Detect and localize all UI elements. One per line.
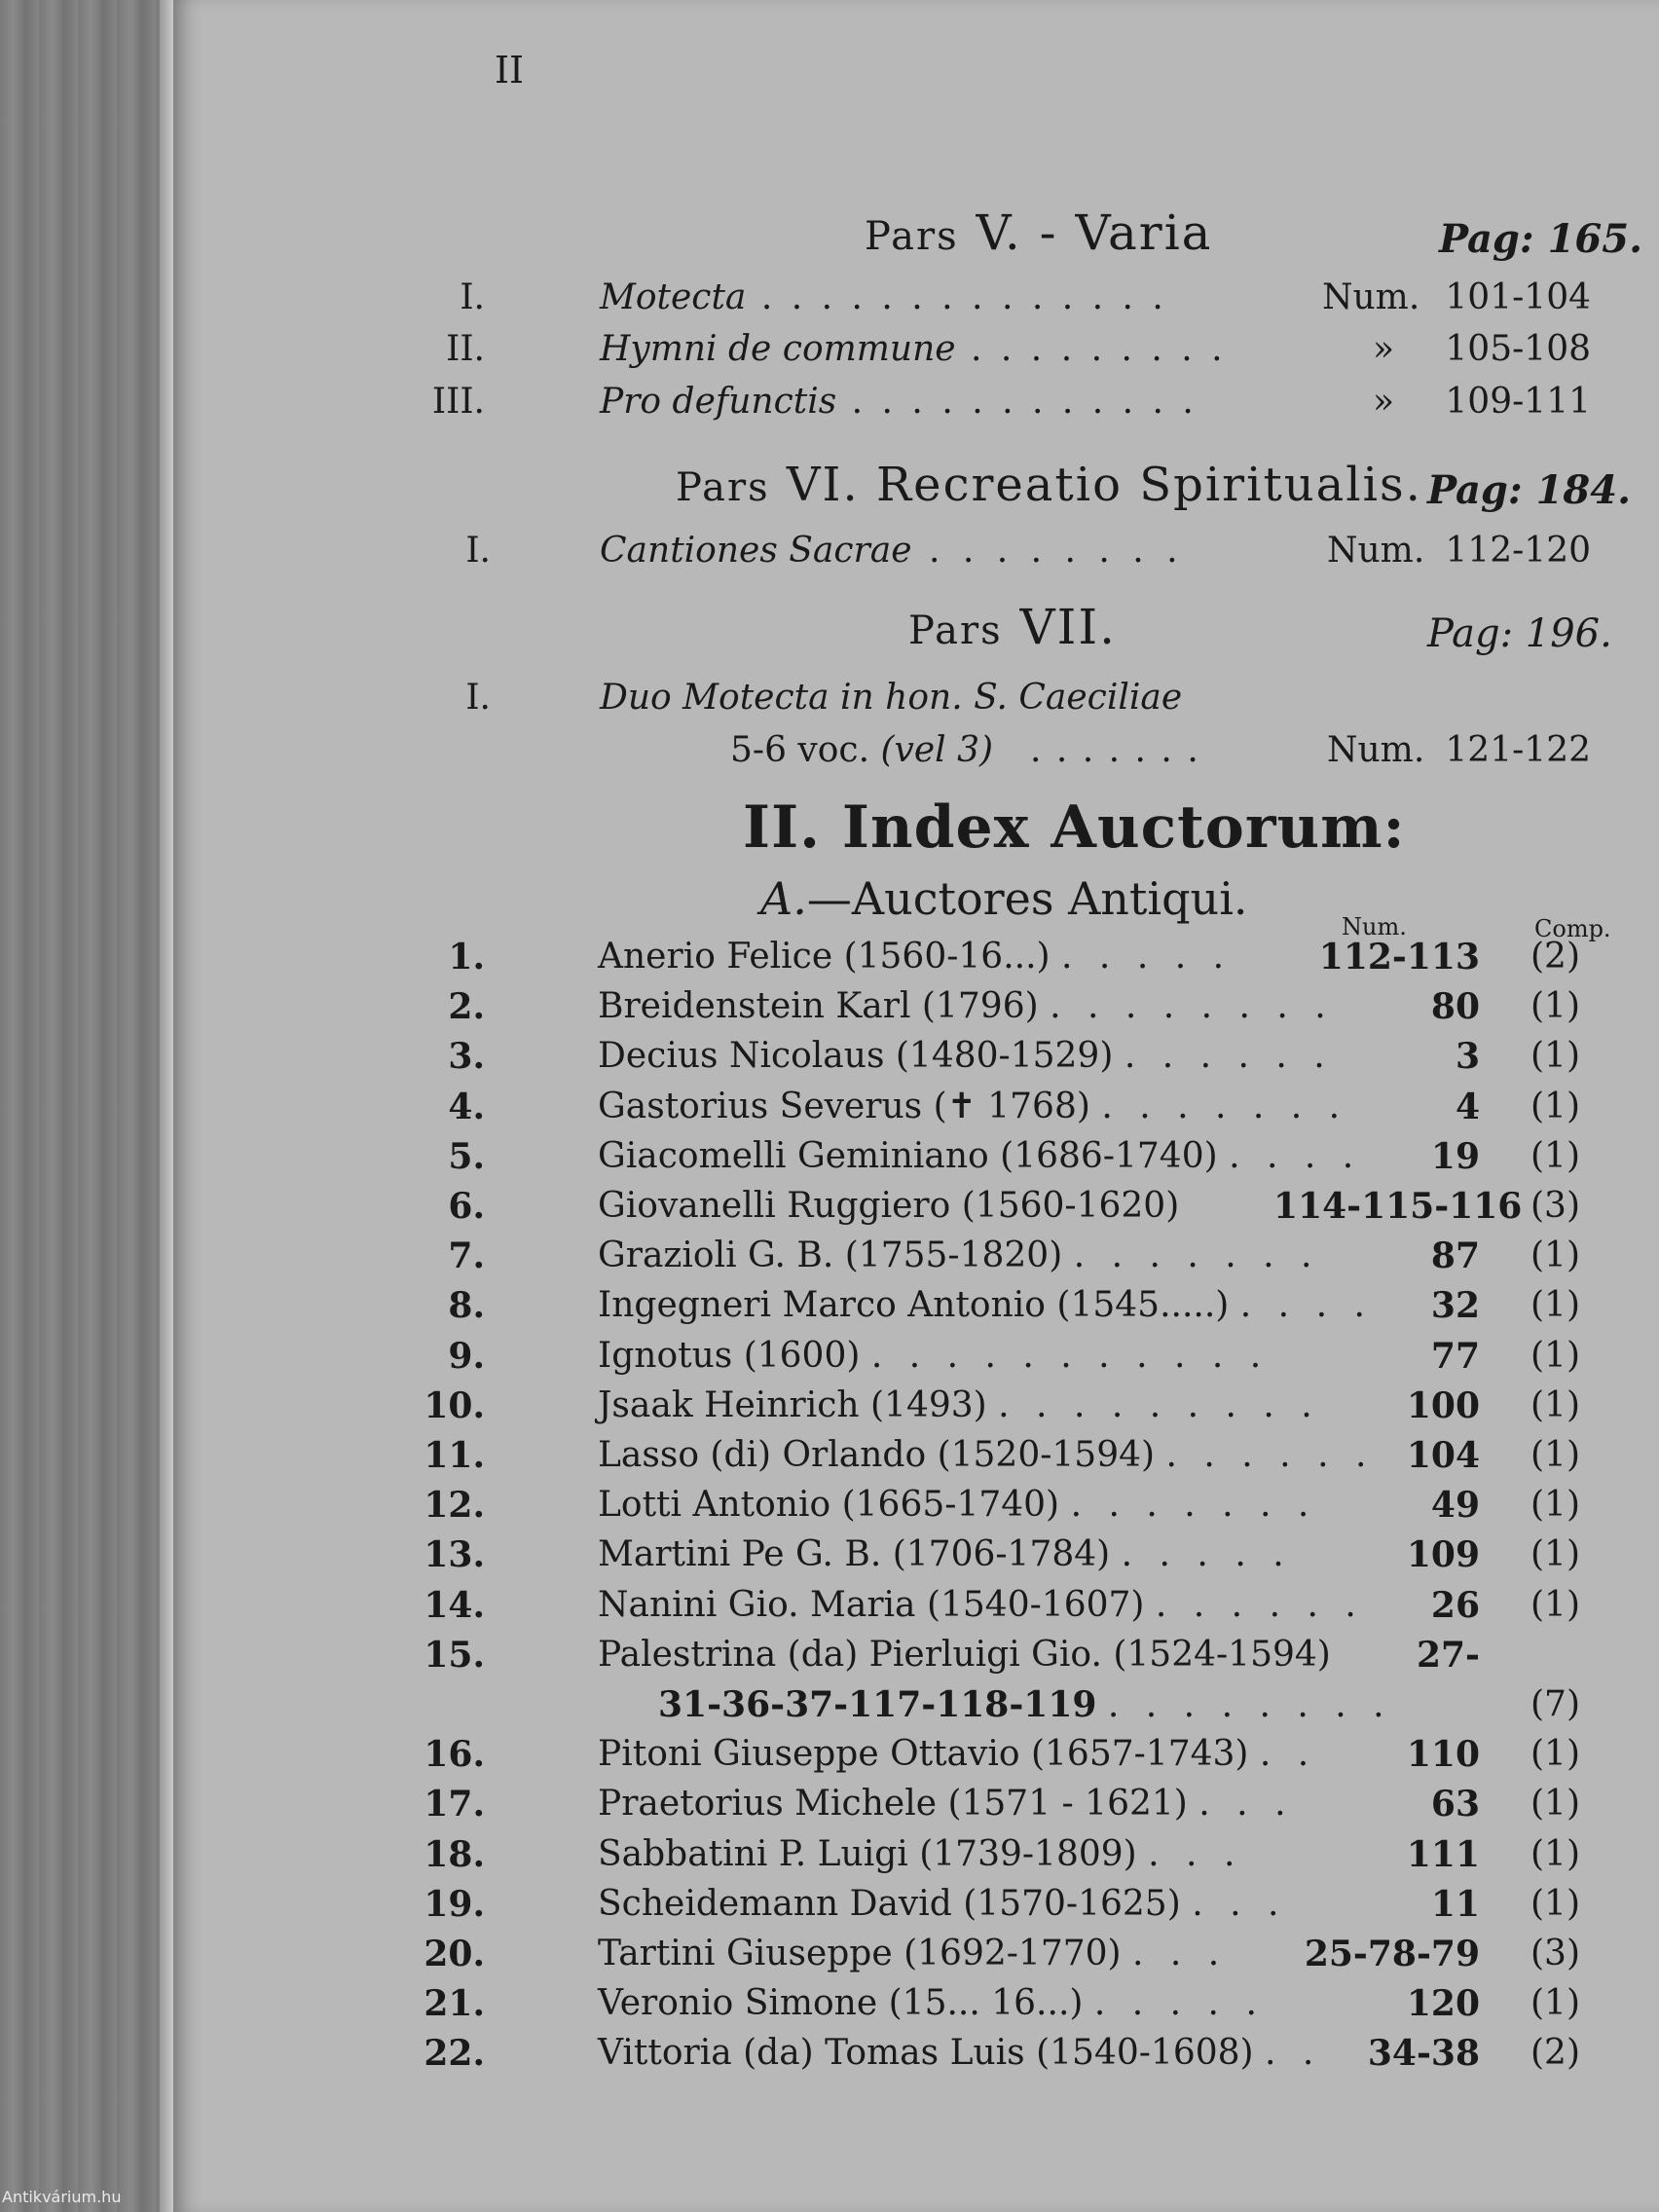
- pars7-nums: 121-122: [1445, 730, 1591, 770]
- author-name-text: Martini Pe G. B. (1706-1784): [598, 1534, 1111, 1574]
- author-index: 22.: [424, 2033, 485, 2074]
- author-name: [598, 1235, 1319, 1275]
- pars6-title-pars: Pars: [676, 465, 770, 510]
- author-name: [598, 1834, 1242, 1874]
- author-dots: . .: [1265, 2033, 1322, 2073]
- author-dots: . . . . . . .: [1070, 1485, 1317, 1525]
- author-name: [598, 1136, 1361, 1176]
- author-comp: (1): [1530, 1485, 1580, 1525]
- pars5-title: [865, 204, 1213, 261]
- author-name-text: Veronio Simone (15... 16...): [598, 1983, 1084, 2023]
- pars6-page: Pag: 184.: [1427, 467, 1632, 513]
- book-spine: [0, 0, 173, 2212]
- author-comp: (1): [1530, 986, 1580, 1026]
- pars5-title-rest: V. - Varia: [958, 204, 1213, 261]
- author-name-text: Palestrina (da) Pierluigi Gio. (1524-1594): [598, 1635, 1331, 1675]
- pars5-row-dots: . . . . . . . . . . . . . .: [746, 277, 1167, 317]
- author-name-text: Gastorius Severus (✝ 1768): [598, 1087, 1090, 1126]
- author-dots: . . . . .: [1061, 937, 1233, 977]
- author-num: 109: [1406, 1534, 1480, 1575]
- index-subheading: [760, 872, 1248, 925]
- author-name: [598, 1186, 1179, 1226]
- author-comp: (2): [1530, 937, 1580, 977]
- author-name-text: Decius Nicolaus (1480-1529): [598, 1036, 1114, 1076]
- pars5-row-title: [600, 382, 1198, 422]
- author-num: 100: [1406, 1385, 1480, 1426]
- author-index: 6.: [448, 1186, 485, 1227]
- pars5-row-nums: 109-111: [1445, 382, 1591, 422]
- author-name-text: Ignotus (1600): [598, 1336, 861, 1376]
- author-comp: (1): [1530, 1884, 1580, 1924]
- author-name: [598, 1336, 1269, 1376]
- pars7-title-line1: Duo Motecta in hon. S. Caeciliae: [600, 678, 1183, 718]
- author-comp: (1): [1530, 1834, 1580, 1874]
- author-name: [598, 1036, 1333, 1076]
- author-name-text: Grazioli G. B. (1755-1820): [598, 1235, 1063, 1275]
- pars6-row-title-text: Cantiones Sacrae: [600, 531, 912, 571]
- pars7-title-rest: VII.: [1002, 599, 1118, 655]
- index-subheading-letter: A.: [760, 872, 807, 925]
- author-num: 11: [1430, 1884, 1480, 1925]
- author-index: 18.: [424, 1834, 485, 1875]
- pars5-row-title-text: Pro defunctis: [600, 382, 837, 422]
- author-dots: . . . . . .: [1165, 1435, 1375, 1475]
- author-comp: (1): [1530, 1585, 1580, 1625]
- author-name: [598, 1435, 1374, 1475]
- author-dots: . . . .: [1229, 1136, 1362, 1176]
- pars7-title: [908, 599, 1117, 655]
- pars5-title-pars: Pars: [865, 214, 959, 259]
- author-index: 16.: [424, 1734, 485, 1775]
- author-num: 19: [1430, 1136, 1480, 1177]
- author-num: 34-38: [1367, 2033, 1480, 2074]
- author-comp: (7): [1530, 1684, 1580, 1724]
- index-heading: II. Index Auctorum:: [743, 793, 1406, 862]
- author-comp: (3): [1530, 1934, 1580, 1973]
- author-index: 12.: [424, 1485, 485, 1526]
- pars7-dots: . . . . . . .: [1030, 730, 1200, 770]
- author-index: 2.: [448, 986, 485, 1027]
- author-index: 7.: [448, 1235, 485, 1276]
- author-dots: . . . . .: [1093, 1983, 1265, 2023]
- index-subheading-text: —Auctores Antiqui.: [806, 872, 1248, 925]
- pars6-title-rest: VI. Recreatio Spiritualis.: [769, 458, 1422, 512]
- pars5-row-label: »: [1373, 382, 1395, 422]
- pars6-title: [676, 458, 1422, 512]
- author-dots: . . . .: [1239, 1285, 1373, 1325]
- author-index: 15.: [424, 1635, 485, 1676]
- pars5-row-dots: . . . . . . . . . . . .: [836, 382, 1198, 422]
- author-num: 3: [1455, 1036, 1480, 1077]
- author-name: [598, 986, 1334, 1026]
- author-index: 4.: [448, 1087, 485, 1127]
- author-comp: (2): [1530, 2033, 1580, 2073]
- author-index: 8.: [448, 1285, 485, 1326]
- author-num: 49: [1430, 1485, 1480, 1526]
- pars5-row-roman: II.: [446, 329, 485, 369]
- author-dots: . . .: [1132, 1934, 1228, 1973]
- author-comp: (1): [1530, 1534, 1580, 1574]
- author-index: 11.: [424, 1435, 485, 1476]
- pars7-voc-line: [730, 730, 993, 770]
- author-num: 114-115-116: [1273, 1186, 1523, 1227]
- author-dots: . . .: [1198, 1784, 1294, 1824]
- author-name-text: Lasso (di) Orlando (1520-1594): [598, 1435, 1156, 1475]
- author-num: 87: [1430, 1235, 1480, 1276]
- pars7-vel: (vel 3): [880, 730, 994, 770]
- author-name-text: Breidenstein Karl (1796): [598, 986, 1039, 1026]
- author-comp: (1): [1530, 1435, 1580, 1475]
- author-comp: (1): [1530, 1385, 1580, 1425]
- author-name-text: Pitoni Giuseppe Ottavio (1657-1743): [598, 1734, 1249, 1774]
- author-name-text: Lotti Antonio (1665-1740): [598, 1485, 1060, 1525]
- author-index: 1.: [448, 937, 485, 977]
- author-index: 21.: [424, 1983, 485, 2024]
- author-name-text: Vittoria (da) Tomas Luis (1540-1608): [598, 2033, 1254, 2073]
- pars5-row-nums: 101-104: [1445, 277, 1591, 317]
- author-dots: . . . . . . . . .: [998, 1385, 1320, 1425]
- author-num: 77: [1430, 1336, 1480, 1377]
- author-num: 27-: [1416, 1635, 1480, 1676]
- pars7-num-label: Num.: [1327, 730, 1425, 770]
- author-num: 104: [1406, 1435, 1480, 1476]
- pars6-row-nums: 112-120: [1445, 531, 1591, 571]
- author-dots: . . . . . .: [1124, 1036, 1333, 1076]
- pars7-voc: 5-6 voc.: [730, 730, 881, 770]
- author-name: [598, 1884, 1286, 1924]
- author-index: 17.: [424, 1784, 485, 1825]
- author-dots: . . .: [1148, 1834, 1243, 1874]
- pars5-row-title-text: Hymni de commune: [600, 329, 956, 369]
- author-dots: . . .: [1192, 1884, 1287, 1924]
- author-dots: . . . . .: [1121, 1534, 1292, 1574]
- author-name: [598, 1934, 1227, 1973]
- author-name-text: Giovanelli Ruggiero (1560-1620): [598, 1186, 1180, 1226]
- author-index: 19.: [424, 1884, 485, 1925]
- pars6-row-roman: I.: [465, 531, 491, 571]
- author-num: 32: [1430, 1285, 1480, 1326]
- author-comp: (1): [1530, 1734, 1580, 1774]
- author-dots: . . . . . . . .: [1107, 1685, 1392, 1725]
- author-name-text: Sabbatini P. Luigi (1739-1809): [598, 1834, 1137, 1874]
- author-name: [658, 1684, 1392, 1725]
- author-comp: (1): [1530, 1235, 1580, 1275]
- author-num: 111: [1406, 1834, 1480, 1875]
- author-name-text: Tartini Giuseppe (1692-1770): [598, 1934, 1122, 1973]
- pars6-row-dots: . . . . . . . .: [911, 531, 1184, 571]
- author-name: [598, 1635, 1331, 1675]
- author-dots: . . . . . . .: [1101, 1087, 1348, 1126]
- author-comp: (1): [1530, 1983, 1580, 2023]
- author-num: 4: [1455, 1087, 1480, 1127]
- author-comp: (1): [1530, 1136, 1580, 1176]
- author-num: 63: [1430, 1784, 1480, 1825]
- author-name-text: Jsaak Heinrich (1493): [598, 1385, 987, 1425]
- author-comp: (1): [1530, 1087, 1580, 1126]
- author-num: 26: [1430, 1585, 1480, 1626]
- author-dots: . . . . . . .: [1073, 1235, 1320, 1275]
- author-name: [598, 1087, 1347, 1126]
- author-index: 20.: [424, 1934, 485, 1974]
- col-header-comp: Comp.: [1534, 915, 1611, 942]
- page-number: II: [495, 49, 525, 92]
- author-comp: (1): [1530, 1336, 1580, 1376]
- pars5-row-label: Num.: [1322, 277, 1420, 317]
- author-name-text: Nanini Gio. Maria (1540-1607): [598, 1585, 1145, 1625]
- author-num: 110: [1406, 1734, 1480, 1775]
- author-name: [598, 1285, 1373, 1325]
- author-name: [598, 1385, 1320, 1425]
- author-index: 14.: [424, 1585, 485, 1626]
- pars5-row-label: »: [1373, 329, 1395, 369]
- pars5-row-roman: I.: [460, 277, 485, 317]
- author-dots: . . . . . . . . . . .: [870, 1336, 1270, 1376]
- author-name: [598, 2033, 1321, 2073]
- author-name-text: Praetorius Michele (1571 - 1621): [598, 1784, 1188, 1824]
- author-name-text: Scheidemann David (1570-1625): [598, 1884, 1181, 1924]
- author-num: 80: [1430, 986, 1480, 1027]
- author-index: 13.: [424, 1534, 485, 1575]
- watermark: Antikvárium.hu: [2, 2188, 122, 2206]
- author-index: 3.: [448, 1036, 485, 1077]
- col-header-num: Num.: [1342, 913, 1407, 940]
- pars6-row-label: Num.: [1327, 531, 1425, 571]
- author-name: [598, 937, 1232, 977]
- author-name: [598, 1485, 1316, 1525]
- pars7-title-pars: Pars: [908, 608, 1003, 653]
- author-name: [598, 1734, 1316, 1774]
- pars5-page: Pag: 165.: [1439, 216, 1643, 262]
- author-dots: . .: [1259, 1734, 1317, 1774]
- pars7-page: Pag: 196.: [1427, 611, 1612, 656]
- pars5-row-roman: III.: [431, 382, 485, 422]
- author-comp: (1): [1530, 1036, 1580, 1076]
- pars5-row-dots: . . . . . . . . .: [955, 329, 1227, 369]
- book-page: [173, 0, 1659, 2212]
- pars5-row-title-text: Motecta: [600, 277, 747, 317]
- author-name: [598, 1585, 1364, 1625]
- author-name: [598, 1534, 1292, 1574]
- author-num: 25-78-79: [1304, 1934, 1480, 1974]
- author-dots: . . . . . .: [1155, 1585, 1364, 1625]
- author-num: 112-113: [1318, 937, 1480, 977]
- pars5-row-title: [600, 277, 1167, 317]
- author-index: 10.: [424, 1385, 485, 1426]
- author-num: 120: [1406, 1983, 1480, 2024]
- author-index: 5.: [448, 1136, 485, 1177]
- author-name: [598, 1983, 1265, 2023]
- author-name-text: Ingegneri Marco Antonio (1545.....): [598, 1285, 1230, 1325]
- author-name: [598, 1784, 1294, 1824]
- author-name-text: Giacomelli Geminiano (1686-1740): [598, 1136, 1218, 1176]
- author-comp: (1): [1530, 1784, 1580, 1824]
- author-comp: (3): [1530, 1186, 1580, 1226]
- author-name-text: 31-36-37-117-118-119: [658, 1684, 1097, 1725]
- author-dots: . . . . . . . .: [1050, 986, 1334, 1026]
- pars7-roman: I.: [465, 678, 491, 718]
- pars5-row-nums: 105-108: [1445, 329, 1591, 369]
- author-index: 9.: [448, 1336, 485, 1377]
- pars5-row-title: [600, 329, 1227, 369]
- pars6-row-title: [600, 531, 1184, 571]
- author-comp: (1): [1530, 1285, 1580, 1325]
- author-name-text: Anerio Felice (1560-16...): [598, 937, 1051, 977]
